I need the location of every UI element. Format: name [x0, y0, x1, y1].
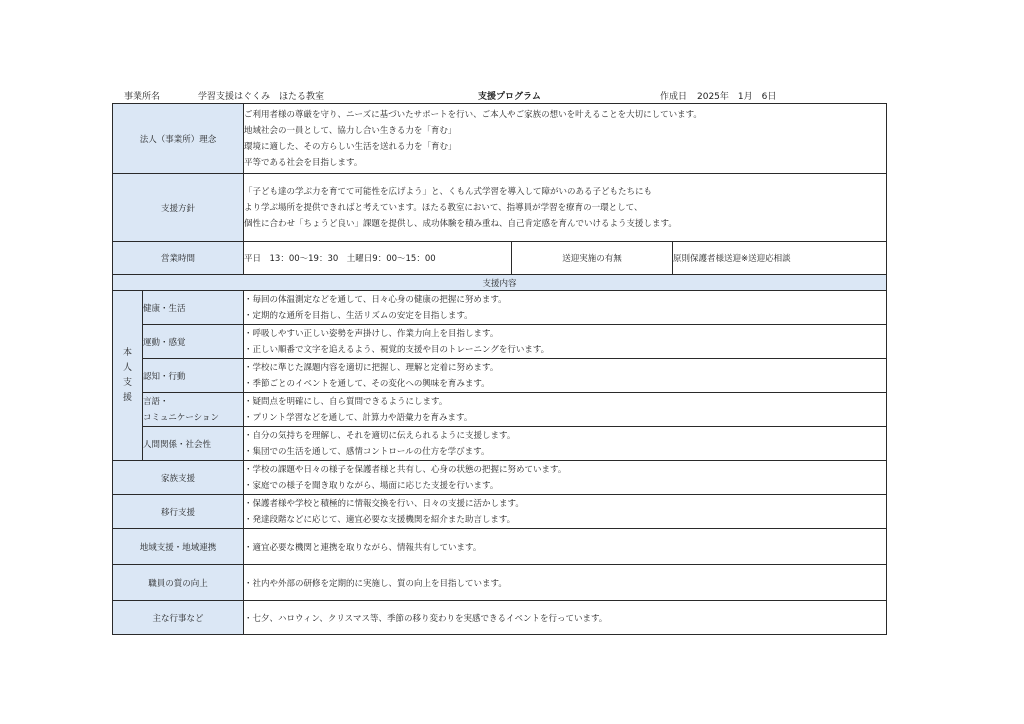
cognition-content: [244, 359, 887, 393]
family-content: [244, 461, 887, 495]
staff-row: [113, 565, 887, 601]
language-label: [143, 393, 244, 427]
content-line: ・発達段階などに応じて、適宜必要な支援機関を紹介また助言します。: [244, 514, 516, 525]
content-line: ・学校の課題や日々の様子を保護者様と共有し、心身の状態の把握に努めています。: [244, 464, 567, 475]
office-label: 事業所名: [124, 92, 161, 102]
community-label: 地域支援・地域連携: [113, 529, 244, 565]
hours-value: 平日 13：00〜19：30 土曜日9：00〜15：00: [244, 242, 512, 275]
motor-label: 運動・感覚: [143, 325, 244, 359]
transition-content: [244, 495, 887, 529]
personal-row: [113, 393, 887, 427]
content-line: ・プリント学習などを通して、計算力や語彙力を育みます。: [244, 412, 473, 423]
transport-label: 送迎実施の有無: [512, 242, 673, 275]
personal-label-char: 支: [122, 377, 132, 388]
staff-label: 職員の質の向上: [113, 565, 244, 601]
philosophy-line: ご利用者様の尊厳を守り、ニーズに基づいたサポートを行い、ご本人やご家族の想いを叶えることを大切にしています。: [244, 109, 702, 120]
health-label: 健康・生活: [143, 291, 244, 325]
content-line: ・保護者様や学校と積極的に情報交換を行い、日々の支援に活かします。: [244, 498, 524, 509]
transport-value: 原則保護者様送迎※送迎応相談: [673, 242, 887, 275]
social-content: [244, 427, 887, 461]
events-content: ・七夕、ハロウィン、クリスマス等、季節の移り変わりを実感できるイベントを行っています。: [244, 601, 887, 635]
language-label-line: コミュニケーション: [143, 412, 219, 423]
cognition-label: 認知・行動: [143, 359, 244, 393]
philosophy-row: [113, 104, 887, 174]
personal-label-char: 援: [122, 392, 132, 403]
content-line: ・集団での生活を通して、感情コントロールの仕方を学びます。: [244, 446, 490, 457]
philosophy-line: 環境に適した、その方らしい生活を送れる力を「育む」: [244, 141, 457, 152]
philosophy-line: 地域社会の一員として、協力し合い生きる力を「育む」: [244, 125, 457, 136]
personal-label-char: 人: [122, 362, 132, 373]
created-label: 作成日: [660, 92, 688, 102]
policy-line: より学ぶ場所を提供できればと考えています。ほたる教室において、指導員が学習を療育の一環として、: [244, 202, 643, 213]
policy-line: 「子ども達の学ぶ力を育てて可能性を広げよう」と、くもん式学習を導入して障がいのある子どもたちにも: [244, 186, 653, 197]
social-label: 人間関係・社会性: [143, 427, 244, 461]
language-label-line: 言語・: [143, 396, 169, 407]
philosophy-line: 平等である社会を目指します。: [244, 157, 363, 168]
policy-row: [113, 174, 887, 242]
family-row: [113, 461, 887, 495]
support-program-table: [112, 103, 887, 635]
content-line: ・自分の気持ちを理解し、それを適切に伝えられるように支援します。: [244, 430, 516, 441]
document-title: 支援プログラム: [478, 92, 541, 102]
personal-label-char: 本: [122, 347, 132, 358]
events-row: [113, 601, 887, 635]
content-line: ・呼吸しやすい正しい姿勢を声掛けし、作業力向上を目指します。: [244, 328, 499, 339]
language-content: [244, 393, 887, 427]
personal-row: [113, 325, 887, 359]
family-label: 家族支援: [113, 461, 244, 495]
health-content: [244, 291, 887, 325]
personal-row: [113, 359, 887, 393]
policy-content: [244, 174, 887, 242]
motor-content: [244, 325, 887, 359]
community-row: [113, 529, 887, 565]
philosophy-content: [244, 104, 887, 174]
office-name: 学習支援はぐくみ ほたる教室: [198, 92, 325, 102]
content-line: ・正しい順番で文字を追えるよう、視覚的支援や目のトレーニングを行います。: [244, 344, 550, 355]
content-line: ・定期的な通所を目指し、生活リズムの安定を目指します。: [244, 310, 473, 321]
personal-row: [113, 427, 887, 461]
community-content: ・適宜必要な機関と連携を取りながら、情報共有しています。: [244, 529, 887, 565]
created-date: 2025年 1月 6日: [697, 92, 777, 102]
support-heading-row: [113, 275, 887, 291]
philosophy-label: 法人（事業所）理念: [113, 104, 244, 174]
transition-row: [113, 495, 887, 529]
content-line: ・家庭での様子を聞き取りながら、場面に応じた支援を行います。: [244, 480, 499, 491]
personal-support-label: [113, 291, 143, 461]
personal-row: [113, 291, 887, 325]
events-label: 主な行事など: [113, 601, 244, 635]
policy-line: 個性に合わせ「ちょうど良い」課題を提供し、成功体験を積み重ね、自己肯定感を育んでいけるよう支援します。: [244, 218, 677, 229]
hours-label: 営業時間: [113, 242, 244, 275]
support-heading: 支援内容: [113, 275, 887, 291]
content-line: ・毎回の体温測定などを通して、日々心身の健康の把握に努めます。: [244, 294, 507, 305]
transition-label: 移行支援: [113, 495, 244, 529]
policy-label: 支援方針: [113, 174, 244, 242]
content-line: ・学校に準じた課題内容を適切に把握し、理解と定着に努めます。: [244, 362, 499, 373]
staff-content: ・社内や外部の研修を定期的に実施し、質の向上を目指しています。: [244, 565, 887, 601]
content-line: ・季節ごとのイベントを通して、その変化への興味を育みます。: [244, 378, 490, 389]
hours-row: [113, 242, 887, 275]
document-header: [112, 89, 886, 103]
content-line: ・疑問点を明確にし、自ら質問できるようにします。: [244, 396, 448, 407]
